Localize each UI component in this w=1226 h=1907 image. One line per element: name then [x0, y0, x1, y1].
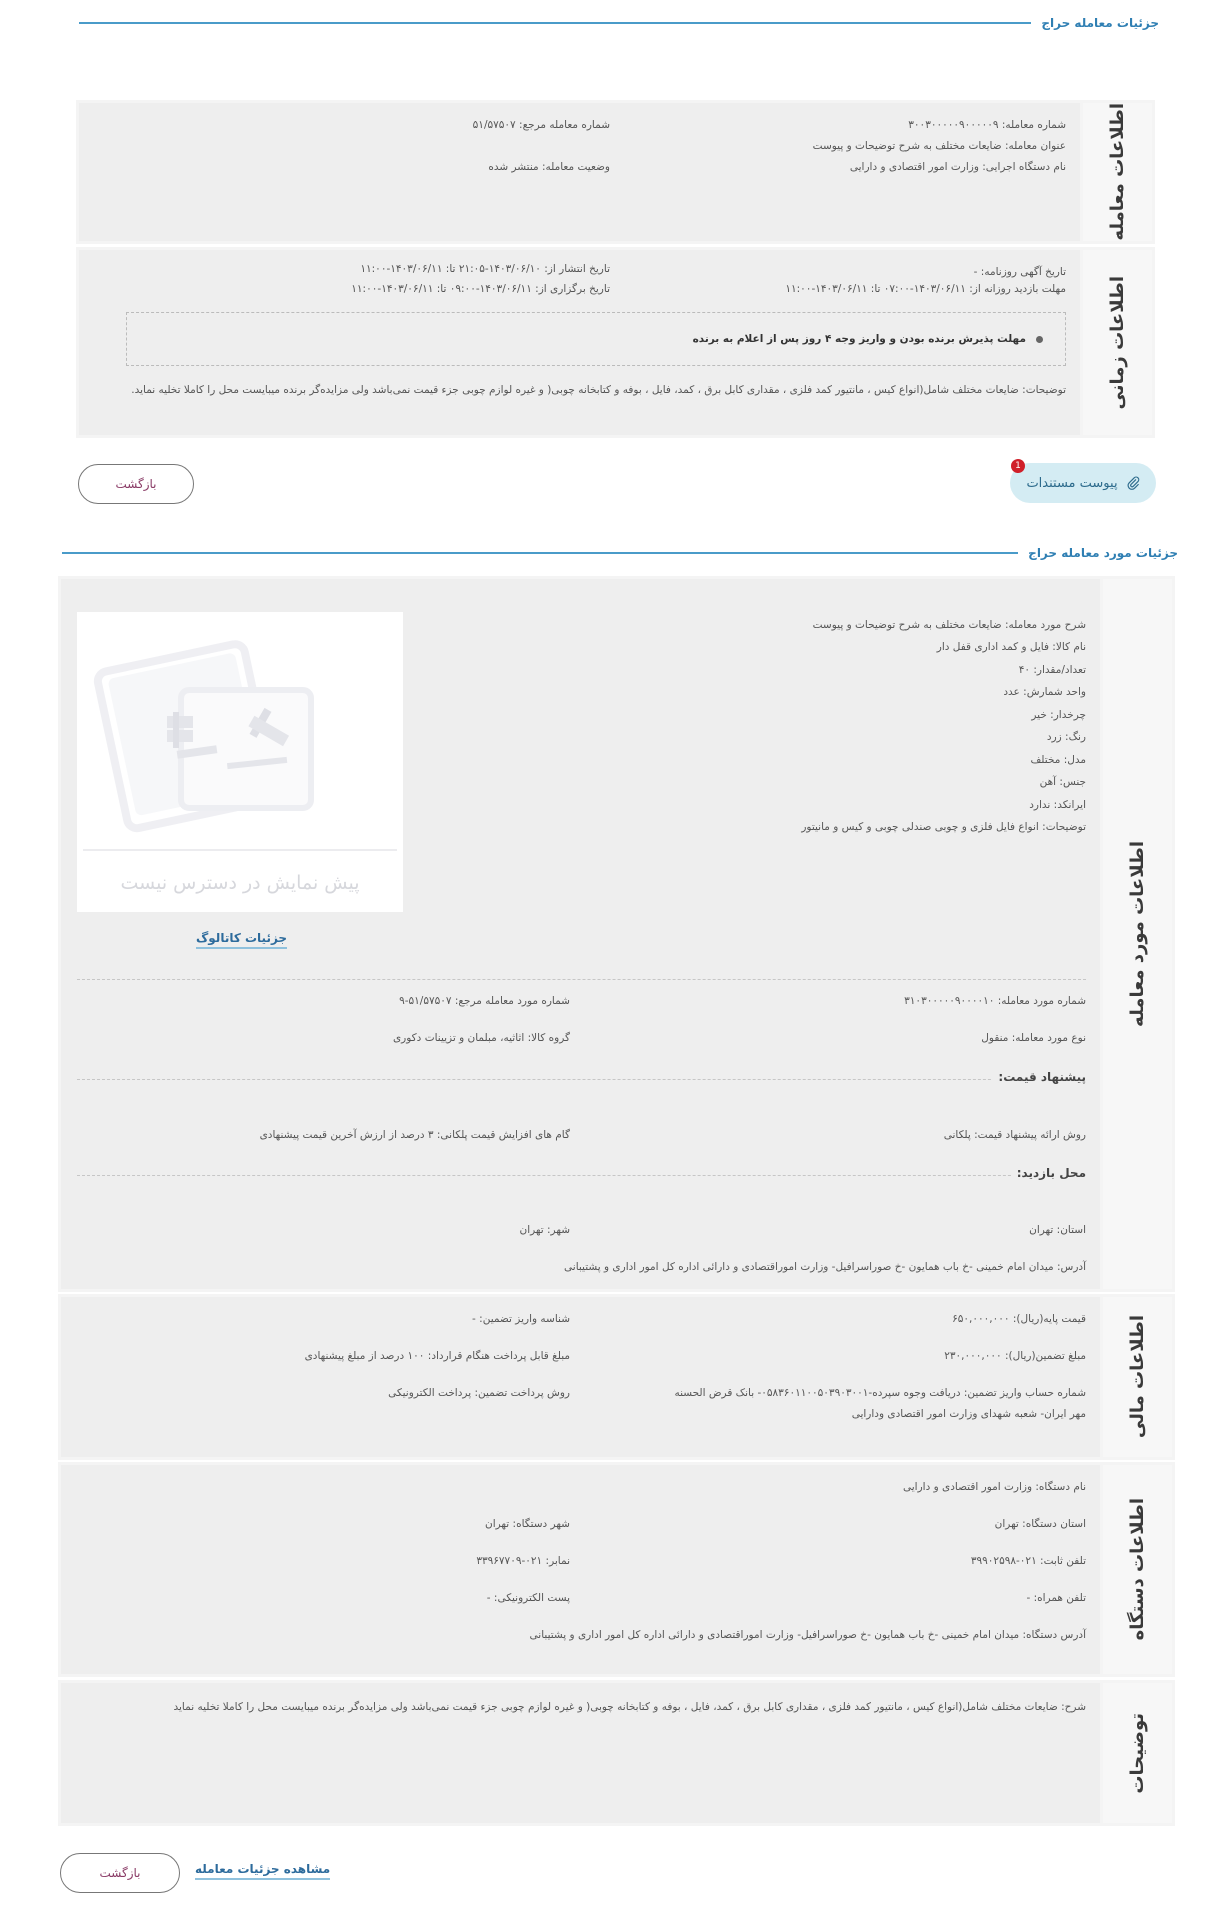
description-text: شرح: ضایعات مختلف شامل(انواع کیس ، مانتیور کمد فلزی ، مقداری کابل برق ، کمد، فایل ، بوفه و کتابخانه چوبی( و غیره لوازم چوبی جزء قیمت نمی‌باشد ولی مزایده‌گر برنده میبایست محل را کاملا تخلیه نماید: [173, 1701, 1086, 1713]
back-button-top[interactable]: [78, 464, 194, 504]
device-mobile: تلفن همراه: -: [1026, 1592, 1086, 1604]
deal-info-block: [76, 100, 1155, 244]
time-description: توضیحات: ضایعات مختلف شامل(انواع کیس ، مانتیور کمد فلزی ، مقداری کابل برق ، کمد، فایل ، بوفه و کتابخانه چوبی( و غیره لوازم چوبی جزء قیمت نمی‌باشد ولی مزایده‌گر برنده میبایست محل را کاملا تخلیه نماید.: [131, 384, 1066, 396]
notice-text: مهلت پذیرش برنده بودن و واریز وجه ۴ روز پس از اعلام به برنده: [692, 333, 1026, 345]
divider: [62, 552, 1018, 554]
device-fax: نمابر: ۰۲۱-۳۳۹۶۷۷۰۹: [476, 1555, 570, 1567]
attach-label: پیوست مستندات: [1026, 475, 1118, 491]
base-price: قیمت پایه(ریال): ۶۵۰,۰۰۰,۰۰۰: [952, 1313, 1086, 1325]
device-info-side: [1100, 1465, 1172, 1674]
item-line-3: واحد شمارش: عدد: [1003, 686, 1086, 698]
item-line-6: مدل: مختلف: [1030, 754, 1086, 766]
item-details-header: [62, 546, 1178, 560]
city: شهر: تهران: [519, 1224, 570, 1236]
back-button-bottom[interactable]: [60, 1853, 180, 1893]
image-preview: [77, 612, 403, 912]
guarantee-id: شناسه واریز تضمین: -: [472, 1313, 570, 1325]
description-block: [58, 1680, 1175, 1826]
divider: [77, 979, 1086, 980]
deal-details-header: [79, 16, 1159, 30]
account-number-cont: مهر ایران- شعبه شهدای وزارت امور اقتصادی ودارایی: [851, 1408, 1086, 1420]
attach-count-badge: 1: [1011, 459, 1025, 473]
item-line-4: چرخدار: خیر: [1031, 709, 1086, 721]
publish-date: تاریخ انتشار از: ۱۴۰۳/۰۶/۱۰-۲۱:۰۵ تا: ۱۴۰۳/۰۶/۱۱-۱۱:۰۰: [360, 263, 610, 275]
item-line-5: رنگ: زرد: [1046, 731, 1086, 743]
item-line-8: ایرانکد: ندارد: [1029, 799, 1086, 811]
item-info-title: اطلاعات مورد معامله: [1127, 841, 1148, 1027]
item-line-1: نام کالا: فایل و کمد اداری قفل دار: [936, 641, 1086, 653]
financial-info-side: [1100, 1297, 1172, 1457]
deal-info-side: [1080, 103, 1152, 241]
hold-date: تاریخ برگزاری از: ۱۴۰۳/۰۶/۱۱-۰۹:۰۰ تا: ۱۴۰۳/۰۶/۱۱-۱۱:۰۰: [351, 283, 610, 295]
preview-caption: پیش نمایش در دسترس نیست: [120, 872, 360, 894]
device-province: استان دستگاه: تهران: [994, 1518, 1086, 1530]
time-info-title: اطلاعات زمانی: [1107, 275, 1128, 410]
executor: نام دستگاه اجرایی: وزارت امور اقتصادی و دارایی: [849, 161, 1066, 173]
province: استان: تهران: [1029, 1224, 1086, 1236]
payment-method: روش پرداخت تضمین: پرداخت الکترونیکی: [388, 1387, 570, 1399]
device-info-title: اطلاعات دستگاه: [1127, 1498, 1148, 1641]
price-steps: گام های افزایش قیمت پلکانی: ۳ درصد از ارزش آخرین قیمت پیشنهادی: [259, 1129, 570, 1141]
device-address: آدرس دستگاه: میدان امام خمینی -خ باب همایون -خ صوراسرافیل- وزارت اموراقتصادی و دارائی اداره کل امور اداری و پشتیبانی: [529, 1629, 1086, 1641]
device-phone: تلفن ثابت: ۰۲۱-۳۹۹۰۲۵۹۸: [970, 1555, 1086, 1567]
back-label: بازگشت: [99, 1866, 141, 1880]
device-email: پست الکترونیکی: -: [486, 1592, 570, 1604]
attach-documents-button[interactable]: [1010, 463, 1156, 503]
item-line-7: جنس: آهن: [1039, 776, 1086, 788]
description-title: توضیحات: [1127, 1712, 1148, 1794]
device-city: شهر دستگاه: تهران: [485, 1518, 570, 1530]
divider: [77, 1079, 1086, 1080]
deal-details-title: جزئیات معامله حراج: [1041, 16, 1159, 30]
time-info-side: [1080, 250, 1152, 435]
device-info-block: [58, 1462, 1175, 1677]
financial-info-block: [58, 1294, 1175, 1460]
auction-gavel-icon: [77, 612, 403, 852]
visit-place-title: محل بازدید:: [1011, 1166, 1086, 1180]
deal-title: عنوان معامله: ضایعات مختلف به شرح توضیحات و پیوست: [812, 140, 1066, 152]
item-info-side: [1100, 579, 1172, 1289]
winner-notice: [126, 312, 1066, 366]
deal-info-title: اطلاعات معامله: [1107, 103, 1128, 241]
item-line-0: شرح مورد معامله: ضایعات مختلف به شرح توضیحات و پیوست: [812, 619, 1086, 631]
newspaper-ad-date: تاریخ آگهی روزنامه: -: [973, 266, 1066, 278]
view-deal-details-link[interactable]: مشاهده جزئیات معامله: [195, 1862, 330, 1880]
price-offer-title: پیشنهاد قیمت:: [992, 1070, 1086, 1084]
item-line-9: توضیحات: انواع فایل فلزی و چوبی صندلی چوبی و کیس و مانیتور: [801, 821, 1086, 833]
financial-info-title: اطلاعات مالی: [1127, 1315, 1148, 1439]
item-info-block: [58, 576, 1175, 1292]
item-line-2: تعداد/مقدار: ۴۰: [1018, 664, 1086, 676]
offer-method: روش ارائه پیشنهاد قیمت: پلکانی: [943, 1129, 1086, 1141]
device-name: نام دستگاه: وزارت امور اقتصادی و دارایی: [902, 1481, 1086, 1493]
divider: [79, 22, 1031, 24]
deal-ref-number: شماره معامله مرجع: ۵۱/۵۷۵۰۷: [472, 119, 610, 131]
guarantee-amount: مبلغ تضمین(ریال): ۲۳۰,۰۰۰,۰۰۰: [944, 1350, 1086, 1362]
description-side: [1100, 1683, 1172, 1823]
divider: [77, 1175, 1086, 1176]
deal-number: شماره معامله: ۳۰۰۳۰۰۰۰۰۹۰۰۰۰۰۹: [908, 119, 1066, 131]
paperclip-icon: [1126, 476, 1140, 490]
item-type: نوع مورد معامله: منقول: [981, 1032, 1086, 1044]
time-info-block: [76, 247, 1155, 438]
contract-payment: مبلغ قابل پرداخت هنگام قرارداد: ۱۰۰ درصد از مبلغ پیشنهادی: [304, 1350, 570, 1362]
daily-visit-date: مهلت بازدید روزانه از: ۱۴۰۳/۰۶/۱۱-۰۷:۰۰ تا: ۱۴۰۳/۰۶/۱۱-۱۱:۰۰: [785, 283, 1066, 295]
catalog-details-link[interactable]: جزئیات کاتالوگ: [196, 931, 287, 949]
item-number: شماره مورد معامله: ۳۱۰۳۰۰۰۰۰۹۰۰۰۰۱۰: [904, 995, 1086, 1007]
account-number: شماره حساب واریز تضمین: دریافت وجوه سپرده-۰۵۸۳۶۰۱۱۰۰۵۰۳۹۰۳۰۰۱- بانک قرض الحسنه: [674, 1387, 1086, 1399]
goods-group: گروه کالا: اثاثیه، مبلمان و تزیینات دکوری: [392, 1032, 570, 1044]
item-details-title: جزئیات مورد معامله حراج: [1028, 546, 1178, 560]
deal-status: وضعیت معامله: منتشر شده: [488, 161, 610, 173]
back-label: بازگشت: [115, 477, 157, 491]
visit-address: آدرس: میدان امام خمینی -خ باب همایون -خ صوراسرافیل- وزارت اموراقتصادی و دارائی اداره کل امور اداری و پشتیبانی: [564, 1261, 1086, 1273]
bullet-icon: [1036, 336, 1043, 343]
item-ref-number: شماره مورد معامله مرجع: ۵۱/۵۷۵۰۷-۹: [399, 995, 570, 1007]
